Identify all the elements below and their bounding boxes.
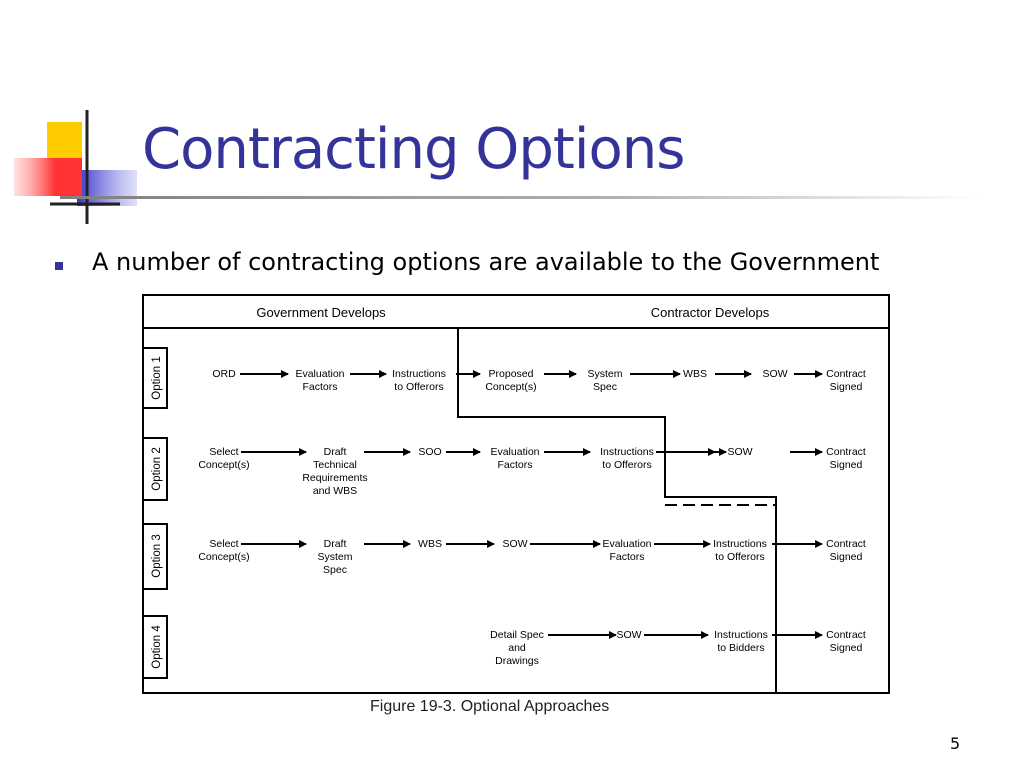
figure-caption: Figure 19-3. Optional Approaches: [370, 698, 610, 715]
option-2-label: Option 2: [151, 447, 163, 491]
flow-step-label: SOW: [502, 538, 528, 550]
flow-step-label: Instructions to Bidders: [714, 629, 768, 654]
optional-approaches-figure: [140, 292, 892, 696]
flow-step-label: Contract Signed: [826, 538, 866, 563]
flow-diagram: [140, 292, 892, 696]
flow-step-label: WBS: [418, 538, 442, 550]
flow-step-label: Instructions to Offerors: [713, 538, 767, 563]
flow-step-label: Draft Technical Requirements and WBS: [302, 446, 368, 497]
flow-step-label: Contract Signed: [826, 629, 866, 654]
option-3-label: Option 3: [151, 534, 163, 578]
flow-step-label: Evaluation Factors: [295, 368, 345, 393]
flow-step-label: Detail Spec and Drawings: [490, 629, 544, 667]
option-1-label: Option 1: [151, 356, 163, 400]
flow-step-label: SOW: [727, 446, 753, 458]
bullet-text: A number of contracting options are available to the Government: [92, 248, 880, 276]
flow-step-label: Evaluation Factors: [490, 446, 540, 471]
bullet-marker: [55, 262, 63, 270]
page-number: 5: [950, 734, 961, 753]
flow-step-label: Instructions to Offerors: [600, 446, 654, 471]
flow-step-label: Contract Signed: [826, 446, 866, 471]
slide-title: Contracting Options: [142, 117, 685, 182]
flow-step-label: Instructions to Offerors: [392, 368, 446, 393]
flow-step-label: Draft System Spec: [317, 538, 353, 576]
flow-step-label: System Spec: [587, 368, 623, 393]
flow-step-label: Evaluation Factors: [602, 538, 652, 563]
header-contractor-develops: Contractor Develops: [650, 305, 770, 320]
title-underline: [60, 196, 980, 199]
flow-step-label: ORD: [212, 368, 236, 380]
flow-step-label: WBS: [683, 368, 707, 380]
decorative-logo: [0, 100, 150, 230]
flow-step-label: SOW: [762, 368, 788, 380]
flow-step-label: Contract Signed: [826, 368, 866, 393]
header-government-develops: Government Develops: [256, 305, 386, 320]
flow-step-label: Proposed Concept(s): [485, 368, 537, 393]
flow-step-label: Select Concept(s): [198, 538, 250, 563]
option-4-label: Option 4: [151, 625, 163, 669]
flow-step-label: SOO: [418, 446, 442, 458]
flow-step-label: SOW: [616, 629, 642, 641]
flow-step-label: Select Concept(s): [198, 446, 250, 471]
